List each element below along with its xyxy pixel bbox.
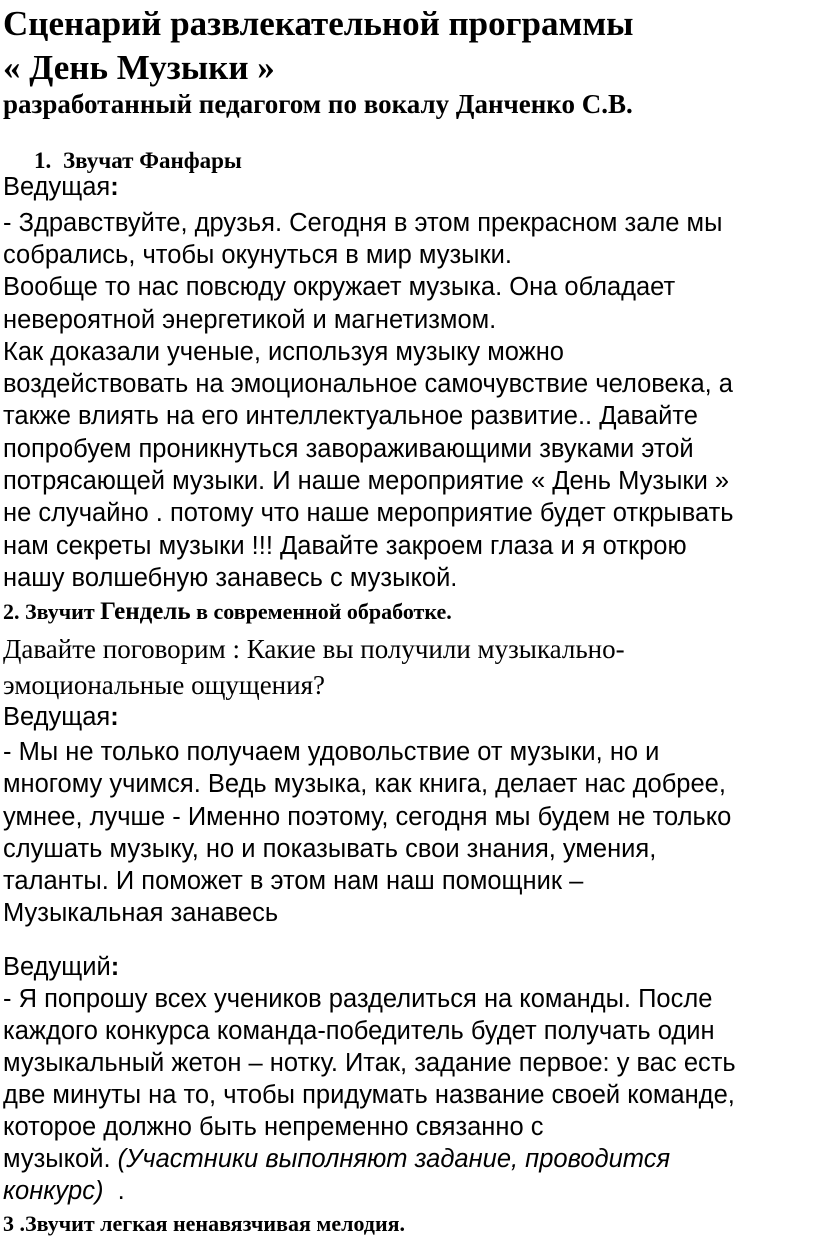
speaker-label-3 xyxy=(3,952,119,983)
question-line: Давайте поговорим : Какие вы получили музыкально- xyxy=(3,634,625,664)
paragraph-text: . xyxy=(103,1177,125,1205)
speaker-label-1 xyxy=(3,172,119,203)
section-2-heading-post: в современной обработке. xyxy=(190,599,452,624)
speaker-colon: : xyxy=(110,703,119,731)
paragraph-line: Вообще то нас повсюду окружает музыка. Она обладает xyxy=(3,273,676,301)
paragraph-line: - Здравствуйте, друзья. Сегодня в этом прекрасном зале мы xyxy=(3,209,723,237)
question-line: эмоциональные ощущения? xyxy=(3,670,325,700)
paragraph-line: музыкальный жетон – нотку. Итак, задание первое: у вас есть xyxy=(3,1049,736,1077)
paragraph-line: - Мы не только получаем удовольствие от музыки, но и xyxy=(3,738,660,766)
section-1-number: 1. xyxy=(34,148,52,173)
speaker-colon: : xyxy=(110,173,119,201)
title-line-2: « День Музыки » xyxy=(3,48,275,87)
paragraph-line: потрясающей музыки. И наше мероприятие « День Музыки » xyxy=(3,467,730,495)
paragraph-line: нашу волшебную занавесь с музыкой. xyxy=(3,564,458,592)
paragraph-line: невероятной энергетикой и магнетизмом. xyxy=(3,306,497,334)
paragraph-line: попробуем проникнуться завораживающими звуками этой xyxy=(3,435,694,463)
paragraph-line: Музыкальная занавесь xyxy=(3,899,279,927)
title-line-1: Сценарий развлекательной программы xyxy=(3,4,634,43)
section-2-heading-pre: 2. Звучит xyxy=(3,599,101,624)
section-1-heading-text: Звучат Фанфары xyxy=(63,148,242,173)
speaker-name: Ведущая xyxy=(3,703,111,731)
paragraph-line: не случайно . потому что наше мероприятие будет открывать xyxy=(3,499,734,527)
section-2-heading xyxy=(3,598,452,626)
speaker-label-2 xyxy=(3,702,119,733)
paragraph-line: воздействовать на эмоциональное самочувствие человека, а xyxy=(3,370,733,398)
paragraph-line: слушать музыку, но и показывать свои знания, умения, xyxy=(3,835,657,863)
speaker-colon: : xyxy=(110,953,120,981)
paragraph-line: собрались, чтобы окунуться в мир музыки. xyxy=(3,241,512,269)
paragraph-text: музыкой. xyxy=(3,1145,118,1173)
paragraph-line: нам секреты музыки !!! Давайте закроем глаза и я открою xyxy=(3,532,687,560)
speaker-name: Ведущая xyxy=(3,173,111,201)
section-3-heading: 3 .Звучит легкая ненавязчивая мелодия. xyxy=(3,1211,406,1236)
paragraph-line: которое должно быть непременно связанно с xyxy=(3,1113,544,1141)
paragraph-line: таланты. И поможет в этом нам наш помощник – xyxy=(3,867,584,895)
paragraph-line: - Я попрошу всех учеников разделиться на команды. После xyxy=(3,985,713,1013)
paragraph-line: также влиять на его интеллектуальное развитие.. Давайте xyxy=(3,402,698,430)
paragraph-line: умнее, лучше - Именно поэтому, сегодня мы будем не только xyxy=(3,803,732,831)
speaker-name: Ведущий xyxy=(3,953,111,981)
paragraph-line-mixed xyxy=(3,1176,125,1207)
paragraph-line: многому учимся. Ведь музыка, как книга, делает нас добрее, xyxy=(3,770,726,798)
paragraph-line: каждого конкурса команда-победитель будет получать один xyxy=(3,1017,715,1045)
section-2-heading-name: Гендель xyxy=(100,598,191,625)
paragraph-line-mixed xyxy=(3,1144,670,1175)
section-1-heading xyxy=(34,147,242,175)
stage-direction: конкурс) xyxy=(3,1177,104,1205)
paragraph-line: Как доказали ученые, используя музыку можно xyxy=(3,338,564,366)
subtitle: разработанный педагогом по вокалу Данченко С.В. xyxy=(3,89,633,119)
paragraph-line: две минуты на то, чтобы придумать название своей команде, xyxy=(3,1081,735,1109)
stage-direction: (Участники выполняют задание, проводится xyxy=(117,1145,671,1173)
